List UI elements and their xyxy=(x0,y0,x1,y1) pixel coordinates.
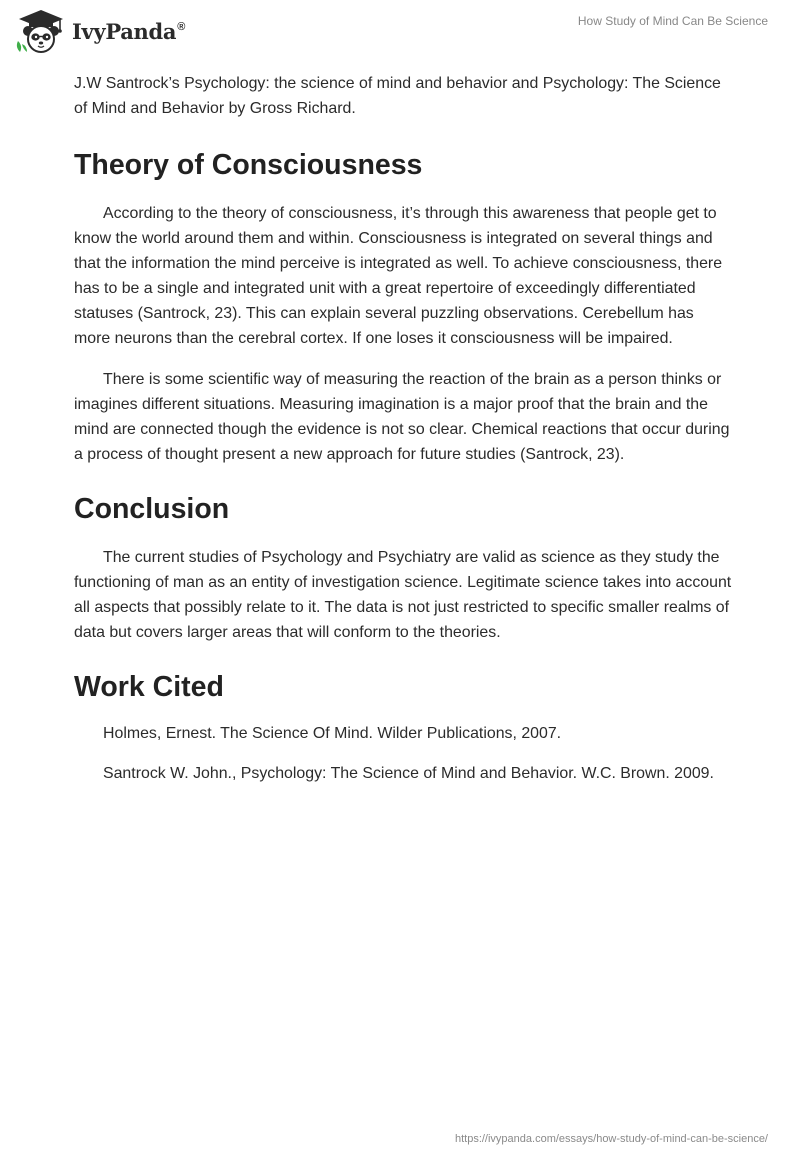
heading-work-cited: Work Cited xyxy=(74,671,224,703)
consciousness-paragraph-2: There is some scientific way of measuring the reaction of the brain as a person thinks or imagines different situations. Measuring imagination is a major proof that the brain and the mind are connected though the evidence is not so clear. Chemical reactions that occur during a process of thought present a new approach for future studies (Santrock, 23). xyxy=(74,371,730,463)
panda-graduate-icon xyxy=(14,8,68,54)
heading-theory-of-consciousness: Theory of Consciousness xyxy=(74,149,423,181)
running-title: How Study of Mind Can Be Science xyxy=(577,14,768,28)
ivypanda-logo[interactable] xyxy=(14,8,185,54)
source-url-link[interactable]: https://ivypanda.com/essays/how-study-of-mind-can-be-science/ xyxy=(454,1133,768,1145)
essay-content xyxy=(74,71,734,786)
conclusion-paragraph: The current studies of Psychology and Psychiatry are valid as science as they study the functioning of man as an entity of investigation science. Legitimate science takes into account all aspects that possibly relate to it. The data is not just restricted to specific smaller realms of data but covers larger areas that will conform to the theories. xyxy=(74,549,732,641)
heading-conclusion: Conclusion xyxy=(74,493,230,525)
page-header xyxy=(0,0,800,64)
reference-item: Santrock W. John., Psychology: The Science of Mind and Behavior. W.C. Brown. 2009. xyxy=(103,765,714,782)
brand-name: IvyPanda® xyxy=(72,18,186,44)
intro-paragraph: J.W Santrock’s Psychology: the science of mind and behavior and Psychology: The Science of Mind and Behavior by Gross Richard. xyxy=(74,75,721,117)
consciousness-paragraph-1: According to the theory of consciousness, it’s through this awareness that people get to know the world around them and within. Consciousness is integrated on several things and that the information the mind perceive is integrated as well. To achieve consciousness, there has to be a single and integrated unit with a great repertoire of exceedingly differentiated statuses (Santrock, 23). This can explain several puzzling observations. Cerebellum has more neurons than the cerebral cortex. If one loses it consciousness will be impaired. xyxy=(74,205,723,347)
reference-item: Holmes, Ernest. The Science Of Mind. Wilder Publications, 2007. xyxy=(103,725,562,742)
registered-mark: ® xyxy=(177,20,186,33)
